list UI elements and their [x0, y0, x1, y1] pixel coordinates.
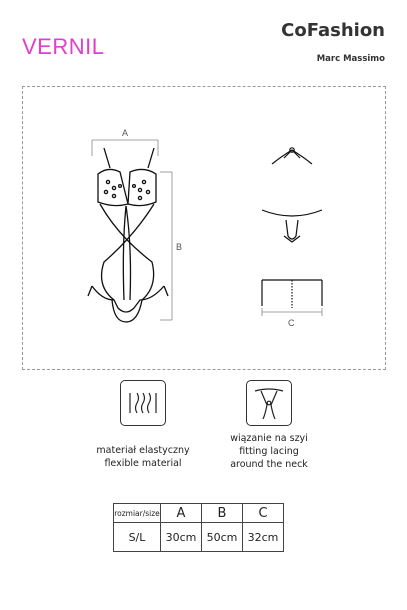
dimension-a — [92, 140, 158, 156]
feature-elastic-en: flexible material — [104, 458, 182, 469]
dimension-b — [160, 172, 172, 320]
table-row — [114, 523, 284, 552]
size-col-b: B — [202, 504, 243, 523]
size-name: S/L — [114, 523, 161, 552]
size-table-corner: rozmiar/size — [114, 504, 161, 523]
size-value-b: 50cm — [202, 523, 243, 552]
size-col-c: C — [243, 504, 284, 523]
dim-a-label: A — [122, 128, 129, 138]
bodysuit-sketch — [88, 148, 168, 322]
neck-lace-sketch — [272, 148, 312, 164]
size-value-c: 32cm — [243, 523, 284, 552]
size-table — [113, 503, 284, 552]
feature-lacing — [206, 432, 332, 471]
feature-lacing-pl: wiązanie na szyi — [230, 433, 308, 444]
company-name: CoFashion — [281, 20, 385, 41]
elastic-material-icon — [120, 380, 166, 426]
designer-name: Marc Massimo — [316, 54, 385, 64]
thong-sketch — [262, 280, 322, 308]
dim-c-label: C — [288, 318, 295, 328]
size-col-a: A — [161, 504, 202, 523]
brand-line-logo: VERNIL — [22, 34, 105, 59]
dim-b-label: B — [176, 242, 183, 252]
feature-lacing-en1: fitting lacing — [239, 446, 299, 457]
neck-lacing-icon — [246, 380, 292, 426]
feature-lacing-en2: around the neck — [230, 459, 308, 470]
size-table-header — [114, 504, 284, 523]
dimension-c — [262, 308, 322, 316]
size-value-a: 30cm — [161, 523, 202, 552]
feature-elastic-pl: materiał elastyczny — [96, 445, 190, 456]
feature-elastic — [80, 444, 206, 470]
product-diagram — [22, 86, 386, 370]
back-strap-sketch — [262, 210, 322, 242]
